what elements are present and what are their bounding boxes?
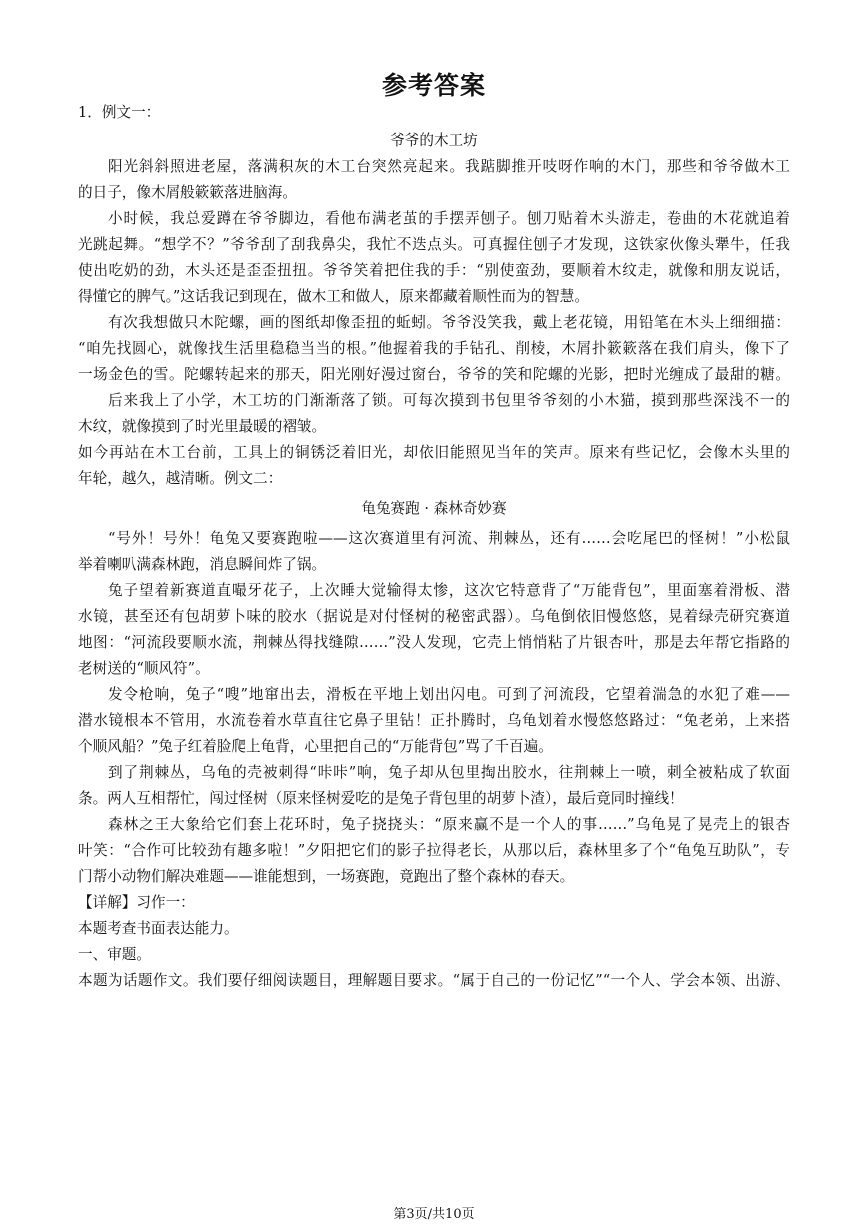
essay1-line: 阳光斜斜照进老屋，落满积灰的木工台突然亮起来。我踮脚推开吱呀作响的木门，那些和爷爷做木工	[108, 158, 790, 175]
essay1-line: 有次我想做只木陀螺，画的图纸却像歪扭的蚯蚓。爷爷没笑我，戴上老花镜，用铅笔在木头上细细描：	[108, 314, 790, 331]
essay1-line: 使出吃奶的劲，木头还是歪歪扭扭。爷爷笑着把住我的手：“别使蛮劲，要顺着木纹走，就像和朋友说话，	[78, 262, 790, 279]
essay1-line: 得懂它的脾气。”这话我记到现在，做木工和做人，原来都藏着顺性而为的智慧。	[78, 288, 589, 305]
essay1-line: “咱先找圆心，就像找生活里稳稳当当的根。”他握着我的手钻孔、削棱，木屑扑簌簌落在我们肩头，像下了	[78, 340, 790, 357]
essay2-line: 举着喇叭满森林跑，消息瞬间炸了锅。	[78, 556, 327, 573]
analysis-line: 本题为话题作文。我们要仔细阅读题目，理解题目要求。“属于自己的一份记忆”“一个人、学会本领、出游、	[78, 972, 790, 989]
analysis-line: 一、审题。	[78, 946, 151, 963]
essay1-line: 木纹，就像摸到了时光里最暖的褶皱。	[78, 418, 327, 435]
essay2-line: 水镜，甚至还有包胡萝卜味的胶水（据说是对付怪树的秘密武器）。乌龟倒依旧慢悠悠，晃着绿壳研究赛道	[78, 608, 790, 625]
essay1-line: 一场金色的雪。陀螺转起来的那天，阳光刚好漫过窗台，爷爷的笑和陀螺的光影，把时光缠成了最甜的糖。	[78, 366, 790, 383]
essay1-line: 的日子，像木屑般簌簌落进脑海。	[78, 184, 297, 201]
essay2-line: 老树送的“顺风符”。	[78, 660, 210, 677]
essay1-title: 爷爷的木工坊	[390, 132, 478, 149]
analysis-line: 本题考查书面表达能力。	[78, 920, 239, 937]
essay2-line: 叶笑：“合作可比较劲有趣多啦！”夕阳把它们的影子拉得老长，从那以后，森林里多了个“龟兔互助队”，专	[78, 842, 790, 859]
page-title: 参考答案	[381, 71, 486, 100]
essay2-line: “号外！号外！龟兔又要赛跑啦——这次赛道里有河流、荆棘丛，还有……会吃尾巴的怪树！”小松鼠	[108, 530, 790, 547]
essay2-line: 地图：“河流段要顺水流，荆棘丛得找缝隙……”没人发现，它壳上悄悄粘了片银杏叶，那是去年帮它指路的	[78, 634, 790, 651]
item-number: 1．例文一：	[78, 104, 161, 121]
document-body	[78, 100, 790, 994]
essay2-line: 个顺风船？”兔子红着脸爬上龟背，心里把自己的“万能背包”骂了千百遍。	[78, 738, 553, 755]
essay2-line: 到了荆棘丛，乌龟的壳被刺得“咔咔”响，兔子却从包里掏出胶水，往荆棘上一喷，刺全被粘成了软面	[108, 764, 790, 781]
page-footer: 第3页/共10页	[393, 1207, 475, 1222]
analysis-heading: 【详解】习作一：	[78, 894, 195, 911]
essay2-line: 条。两人互相帮忙，闯过怪树（原来怪树爱吃的是兔子背包里的胡萝卜渣），最后竟同时撞线！	[78, 790, 684, 807]
essay2-title: 龟兔赛跑 · 森林奇妙赛	[361, 500, 507, 517]
essay1-line: 光跳起舞。“想学不？”爷爷刮了刮我鼻尖，我忙不迭点头。可真握住刨子才发现，这铁家伙像头犟牛，任我	[78, 236, 790, 253]
essay1-line: 后来我上了小学，木工坊的门渐渐落了锁。可每次摸到书包里爷爷刻的小木猫，摸到那些深浅不一的	[108, 392, 790, 409]
essay1-line: 小时候，我总爱蹲在爷爷脚边，看他布满老茧的手摆弄刨子。刨刀贴着木头游走，卷曲的木花就追着	[108, 210, 790, 227]
essay1-line: 年轮，越久，越清晰。例文二：	[78, 470, 283, 487]
essay2-line: 森林之王大象给它们套上花环时，兔子挠挠头：“原来赢不是一个人的事……”乌龟晃了晃壳上的银杏	[108, 816, 790, 833]
essay2-line: 发令枪响，兔子“嗖”地窜出去，滑板在平地上划出闪电。可到了河流段，它望着湍急的水犯了难——	[108, 686, 790, 703]
essay1-line: 如今再站在木工台前，工具上的铜锈泛着旧光，却依旧能照见当年的笑声。原来有些记忆，会像木头里的	[78, 444, 790, 461]
essay2-line: 兔子望着新赛道直嘬牙花子，上次睡大觉输得太惨，这次它特意背了“万能背包”，里面塞着滑板、潜	[108, 582, 790, 599]
essay2-line: 门帮小动物们解决难题——谁能想到，一场赛跑，竟跑出了整个森林的春天。	[78, 868, 575, 885]
essay2-line: 潜水镜根本不管用，水流卷着水草直往它鼻子里钻！正扑腾时，乌龟划着水慢悠悠路过：“兔老弟，上来搭	[78, 712, 790, 729]
